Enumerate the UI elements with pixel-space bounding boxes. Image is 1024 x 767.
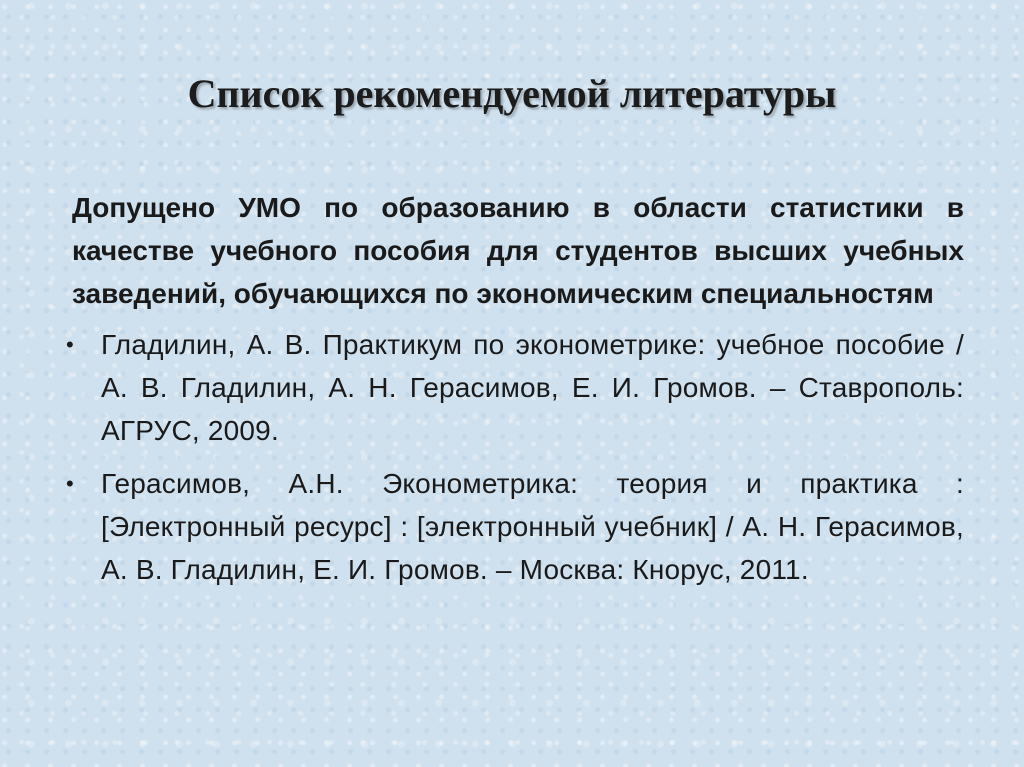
slide-content bbox=[64, 186, 964, 601]
reference-item bbox=[64, 323, 964, 452]
bullet-icon: • bbox=[66, 332, 74, 357]
intro-text: Допущено УМО по образованию в области статистики в качестве учебного пособия для студентов высших учебных заведений, обучающихся по экономическим специальностям bbox=[72, 192, 964, 309]
reference-text: Герасимов, А.Н. Эконометрика: теория и практика : [Электронный ресурс] : [электронный учебник] / А. Н. Герасимов, А. В. Гладилин, Е. И. Громов. – Москва: Кнорус, 2011. bbox=[101, 468, 964, 585]
slide-title: Список рекомендуемой литературы bbox=[187, 71, 837, 116]
bullet-icon: • bbox=[66, 471, 74, 496]
reference-item bbox=[64, 462, 964, 591]
reference-text: Гладилин, А. В. Практикум по эконометрике: учебное пособие / А. В. Гладилин, А. Н. Герасимов, Е. И. Громов. – Ставрополь: АГРУС, 2009. bbox=[101, 329, 964, 446]
reference-list bbox=[64, 323, 964, 591]
